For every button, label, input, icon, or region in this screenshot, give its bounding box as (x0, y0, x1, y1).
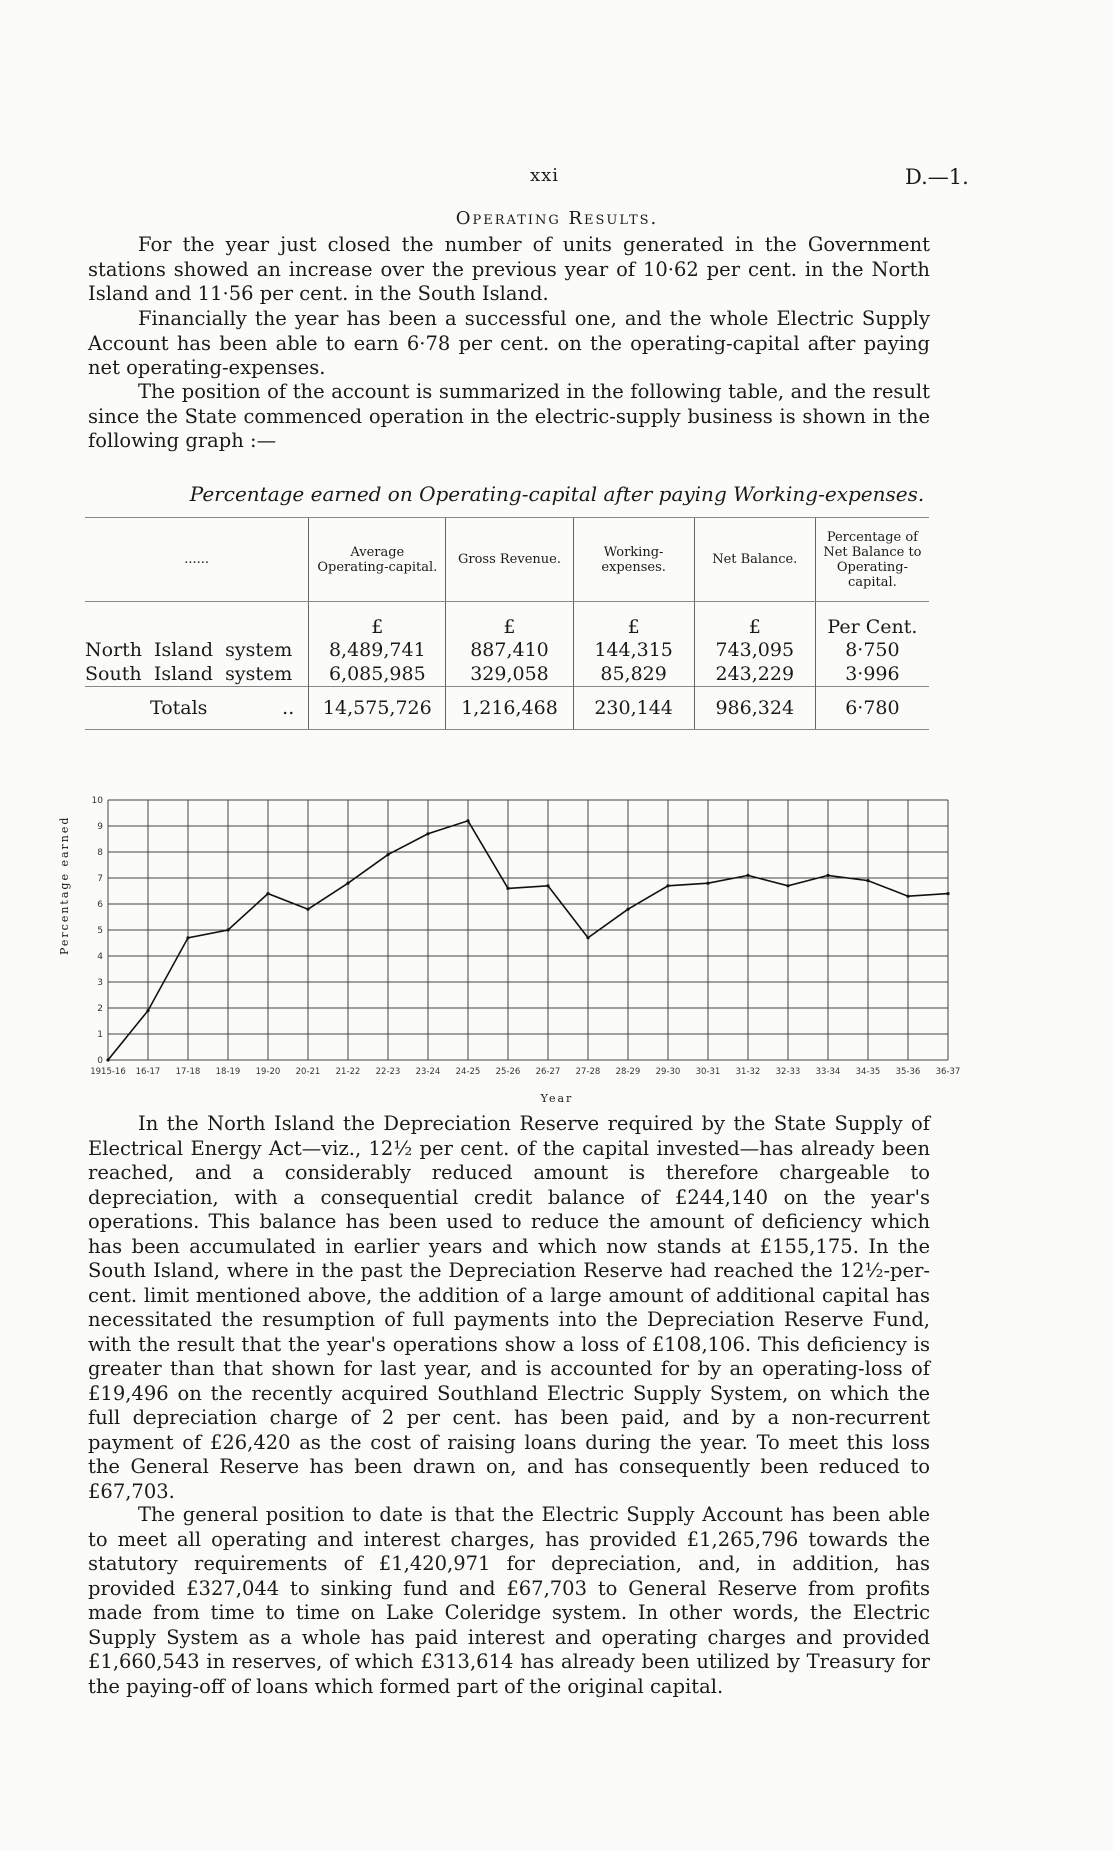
x-tick-label: 35-36 (895, 1067, 921, 1077)
data-point (226, 928, 229, 931)
unit-cell: £ (309, 602, 446, 639)
cell-percentage: 3·996 (815, 662, 929, 687)
y-tick-label: 1 (97, 1030, 103, 1040)
row-label-word: system (225, 639, 293, 661)
table-stub-header: ...... (85, 518, 309, 602)
row-label-word: Island (154, 639, 214, 661)
col-header-gross-revenue: Gross Revenue. (446, 518, 573, 602)
x-tick-label: 33-34 (815, 1067, 841, 1077)
data-point (306, 908, 309, 911)
data-point (906, 895, 909, 898)
cell-operating-capital: 6,085,985 (309, 662, 446, 687)
x-tick-label: 19-20 (255, 1067, 281, 1077)
x-tick-label: 29-30 (655, 1067, 681, 1077)
data-point (866, 879, 869, 882)
cell-working-expenses: 144,315 (573, 638, 694, 662)
document-id: D.—1. (905, 165, 969, 189)
row-label-word: South (85, 663, 142, 685)
series-line (108, 821, 948, 1060)
cell-operating-capital: 8,489,741 (309, 638, 446, 662)
data-point (786, 884, 789, 887)
x-tick-label: 30-31 (695, 1067, 721, 1077)
unit-cell: £ (573, 602, 694, 639)
cell-net-balance: 743,095 (694, 638, 815, 662)
col-header-net-balance: Net Balance. (694, 518, 815, 602)
percentage-chart (65, 790, 961, 1110)
x-tick-label: 31-32 (735, 1067, 761, 1077)
total-gross-revenue: 1,216,468 (446, 687, 573, 730)
data-point (146, 1009, 149, 1012)
data-point (386, 853, 389, 856)
col-header-operating-capital: Average Operating-capital. (309, 518, 446, 602)
cell-percentage: 8·750 (815, 638, 929, 662)
x-tick-label: 28-29 (615, 1067, 641, 1077)
x-tick-label: 36-37 (935, 1067, 961, 1077)
table-row-north-island (85, 638, 929, 662)
x-tick-label: 25-26 (495, 1067, 521, 1077)
x-tick-label: 20-21 (295, 1067, 321, 1077)
paragraph-financial-result: Financially the year has been a successful one, and the whole Electric Supply Account has been able to earn 6·78 per cent. on the operating-capital after paying net operating-expenses. (88, 307, 930, 379)
results-table (85, 517, 929, 730)
paragraph-general-position: The general position to date is that the Electric Supply Account has been able to meet all operating and interest charges, has provided £1,265,796 towards the statutory requirements of £1,420,971 for depreciation, and, in addition, has provided £327,044 to sinking fund and £67,703 to General Reserve from profits made from time to time on Lake Coleridge system. In other words, the Electric Supply System as a whole has paid interest and operating charges and provided £1,660,543 in reserves, of which £313,614 has already been utilized by Treasury for the paying-off of loans which formed part of the original capital. (88, 1503, 930, 1698)
row-label-word: Island (153, 663, 213, 685)
col-header-percentage: Percentage of Net Balance to Operating-capital. (815, 518, 929, 602)
data-point (426, 832, 429, 835)
unit-cell: £ (446, 602, 573, 639)
y-tick-label: 5 (97, 926, 103, 936)
cell-gross-revenue: 329,058 (446, 662, 573, 687)
x-tick-label: 18-19 (215, 1067, 241, 1077)
x-tick-label: 32-33 (775, 1067, 801, 1077)
data-point (626, 908, 629, 911)
data-point (706, 882, 709, 885)
x-tick-label: 26-27 (535, 1067, 561, 1077)
data-point (186, 936, 189, 939)
x-tick-label: 17-18 (175, 1067, 201, 1077)
y-tick-label: 3 (97, 978, 103, 988)
data-point (266, 892, 269, 895)
table-row-totals (85, 687, 929, 730)
y-tick-label: 7 (97, 874, 103, 884)
y-tick-label: 4 (97, 952, 103, 962)
row-label-word: North (85, 639, 143, 661)
chart-y-axis-label: Percentage earned (58, 815, 71, 955)
total-working-expenses: 230,144 (573, 687, 694, 730)
unit-cell: Per Cent. (815, 602, 929, 639)
data-point (506, 887, 509, 890)
totals-dots: .. (282, 697, 295, 719)
paragraph-units-generated: For the year just closed the number of units generated in the Government stations showed an increase over the previous year of 10·62 per cent. in the North Island and 11·56 per cent. in the South Island. (88, 233, 930, 305)
cell-working-expenses: 85,829 (573, 662, 694, 687)
table-row-south-island (85, 662, 929, 687)
y-tick-label: 8 (97, 848, 103, 858)
y-tick-label: 9 (97, 822, 103, 832)
data-point (106, 1058, 109, 1061)
chart-svg (65, 790, 961, 1090)
total-net-balance: 986,324 (694, 687, 815, 730)
x-tick-label: 24-25 (455, 1067, 481, 1077)
totals-label: Totals (150, 697, 208, 719)
x-tick-label: 21-22 (335, 1067, 361, 1077)
col-header-working-expenses: Working-expenses. (573, 518, 694, 602)
data-point (946, 892, 949, 895)
total-percentage: 6·780 (815, 687, 929, 730)
unit-cell: £ (694, 602, 815, 639)
total-operating-capital: 14,575,726 (309, 687, 446, 730)
section-heading: Operating Results. (455, 208, 659, 229)
cell-gross-revenue: 887,410 (446, 638, 573, 662)
chart-x-axis-label: Year (540, 1092, 574, 1105)
data-point (466, 819, 469, 822)
data-point (586, 936, 589, 939)
x-tick-label: 27-28 (575, 1067, 601, 1077)
paragraph-table-intro: The position of the account is summarized in the following table, and the result since the State commenced operation in the electric-supply business is shown in the following graph :— (88, 380, 930, 452)
data-point (346, 882, 349, 885)
data-point (546, 884, 549, 887)
table-units-row (85, 602, 929, 639)
y-tick-label: 0 (97, 1056, 103, 1066)
x-tick-label: 1915-16 (90, 1067, 126, 1077)
table-title: Percentage earned on Operating-capital after paying Working-expenses. (189, 482, 925, 506)
y-tick-label: 10 (91, 796, 103, 806)
data-point (746, 874, 749, 877)
data-point (826, 874, 829, 877)
x-tick-label: 34-35 (855, 1067, 881, 1077)
paragraph-depreciation-reserve: In the North Island the Depreciation Reserve required by the State Supply of Electrical Energy Act—viz., 12½ per cent. of the capital invested—has already been reached, and a considerably reduced amount is therefore chargeable to depreciation, with a consequential credit balance of £244,140 on the year's operations. This balance has been used to reduce the amount of deficiency which has been accumulated in earlier years and which now stands at £155,175. In the South Island, where in the past the Depreciation Reserve had reached the 12½-per-cent. limit mentioned above, the addition of a large amount of additional capital has necessitated the resumption of full payments into the Depreciation Reserve Fund, with the result that the year's operations show a loss of £108,106. This deficiency is greater than that shown for last year, and is accounted for by an operating-loss of £19,496 on the recently acquired Southland Electric Supply System, on which the full depreciation charge of 2 per cent. has been paid, and by a non-recurrent payment of £26,420 as the cost of raising loans during the year. To meet this loss the General Reserve has been drawn on, and has consequently been reduced to £67,703. (88, 1112, 930, 1503)
x-tick-label: 16-17 (135, 1067, 161, 1077)
data-point (666, 884, 669, 887)
row-label-word: system (225, 663, 293, 685)
y-tick-label: 2 (97, 1004, 103, 1014)
page-number: xxi (530, 165, 560, 186)
x-tick-label: 23-24 (415, 1067, 441, 1077)
table-header-row (85, 518, 929, 602)
x-tick-label: 22-23 (375, 1067, 401, 1077)
cell-net-balance: 243,229 (694, 662, 815, 687)
y-tick-label: 6 (97, 900, 103, 910)
